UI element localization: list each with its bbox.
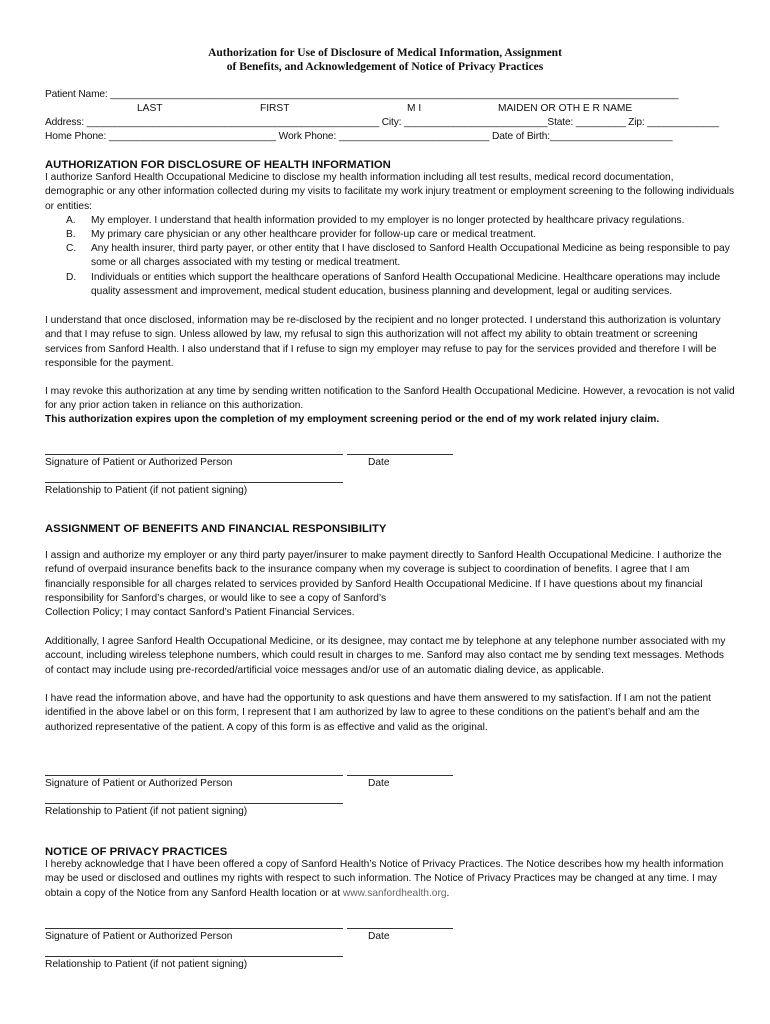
relationship-line[interactable]	[45, 956, 343, 957]
authorization-heading: AUTHORIZATION FOR DISCLOSURE OF HEALTH INFORMATION	[45, 159, 391, 171]
signature-label: Signature of Patient or Authorized Person	[45, 931, 233, 942]
assignment-paragraph-1-end: Collection Policy; I may contact Sanford’s Patient Financial Services.	[45, 607, 355, 618]
column-mi-label: M I	[407, 103, 422, 114]
date-label: Date	[368, 778, 390, 789]
assignment-paragraph-1: I assign and authorize my employer or any third party payer/insurer to make payment directly to Sanford Health Occupational Medicine. I authorize the refund of overpaid insurance benefits back to the insurance company when my coverage is subject to coordination of benefits. I agree that I am financially responsible for all charges related to services provided by Sanford Health Occupational Medicine. If I have questions about my financial responsibility for Sanford’s charges, or would like to see a copy of Sanford’s	[45, 550, 722, 605]
assignment-heading: ASSIGNMENT OF BENEFITS AND FINANCIAL RESPONSIBILITY	[45, 523, 387, 535]
assignment-paragraph-3: I have read the information above, and have had the opportunity to ask questions and have them answered to my satisfaction. If I am not the patient identified in the above label or on this form, I represent that I am authorized by law to agree to these conditions on the patient’s behalf and am the authorized representative of the patient. A copy of this form is as effective and valid as the original.	[45, 693, 711, 733]
list-item	[66, 242, 736, 271]
patient-name-field[interactable]: Patient Name: _______________________________________________________________________________________________________	[45, 89, 679, 100]
date-line[interactable]	[347, 454, 453, 455]
list-item	[66, 228, 736, 242]
list-text: My primary care physician or any other healthcare provider for follow-up care or medical treatment.	[91, 229, 537, 240]
privacy-paragraph-end: .	[446, 887, 450, 899]
column-maiden-label: MAIDEN OR OTH E R NAME	[498, 103, 633, 114]
date-line[interactable]	[347, 775, 453, 776]
date-label: Date	[368, 931, 390, 942]
list-item	[66, 214, 736, 228]
date-line[interactable]	[347, 928, 453, 929]
relationship-label: Relationship to Patient (if not patient signing)	[45, 806, 248, 817]
authorization-paragraph-3: I may revoke this authorization at any time by sending written notification to the Sanford Health Occupational Medicine. However, a revocation is not valid for any prior action taken in reliance on this authorization.	[45, 386, 735, 412]
privacy-paragraph	[45, 858, 735, 901]
column-first-label: FIRST	[260, 103, 290, 114]
list-text: Any health insurer, third party payer, or other entity that I have disclosed to Sanford Health Occupational Medicine as being responsible to pay some or all charges associated with my testing or medical treatment.	[91, 243, 730, 269]
phone-field[interactable]: Home Phone: ______________________________ Work Phone: ___________________________ Date of Birth:______________________	[45, 131, 673, 142]
signature-line[interactable]	[45, 454, 343, 455]
address-field[interactable]: Address: _____________________________________________________ City: __________________________State: _________ Zip: _____________	[45, 117, 719, 128]
list-text: My employer. I understand that health information provided to my employer is no longer protected by healthcare privacy regulations.	[91, 215, 685, 226]
relationship-label: Relationship to Patient (if not patient signing)	[45, 485, 248, 496]
column-last-label: LAST	[137, 103, 163, 114]
privacy-paragraph-text: I hereby acknowledge that I have been offered a copy of Sanford Health’s Notice of Privacy Practices. The Notice describes how my health information may be used or disclosed and outlines my rights with respect to such information. The Notice of Privacy Practices may be changed at any time. I may obtain a copy of the Notice from any Sanford Health location or at	[45, 859, 724, 899]
authorization-paragraph-2: I understand that once disclosed, information may be re-disclosed by the recipient and no longer protected. I understand this authorization is voluntary and that I may refuse to sign. Unless allowed by law, my refusal to sign this authorization will not affect my ability to obtain treatment or screening services from Sanford Health. I also understand that if I refuse to sign my employer may refuse to pay for the services provided and therefore I will be responsible for the payment.	[45, 315, 721, 370]
authorization-expiry-notice: This authorization expires upon the completion of my employment screening period or the end of my work related injury claim.	[45, 414, 660, 425]
privacy-heading: NOTICE OF PRIVACY PRACTICES	[45, 846, 228, 858]
relationship-label: Relationship to Patient (if not patient signing)	[45, 959, 248, 970]
signature-line[interactable]	[45, 775, 343, 776]
list-marker: B.	[66, 229, 76, 240]
form-title-line-1: Authorization for Use of Disclosure of Medical Information, Assignment	[208, 47, 562, 59]
signature-label: Signature of Patient or Authorized Person	[45, 457, 233, 468]
list-marker: A.	[66, 215, 76, 226]
relationship-line[interactable]	[45, 803, 343, 804]
authorization-intro: I authorize Sanford Health Occupational Medicine to disclose my health information including all test results, medical record documentation, demographic or any other information collected during my visits to facilitate my work injury treatment or employment screening to the following individuals or entities:	[45, 172, 735, 212]
assignment-paragraph-2: Additionally, I agree Sanford Health Occupational Medicine, or its designee, may contact me by telephone at any telephone number associated with my account, including wireless telephone numbers, which could result in charges to me. Sanford may also contact me by sending text messages. Methods of contact may include using pre-recorded/artificial voice messages and/or use of an automatic dialing device, as applicable.	[45, 636, 726, 676]
form-title-line-2: of Benefits, and Acknowledgement of Notice of Privacy Practices	[226, 61, 544, 73]
signature-line[interactable]	[45, 928, 343, 929]
signature-label: Signature of Patient or Authorized Person	[45, 778, 233, 789]
relationship-line[interactable]	[45, 482, 343, 483]
date-label: Date	[368, 457, 390, 468]
list-marker: D.	[66, 272, 77, 283]
sanford-website-link[interactable]: www.sanfordhealth.org	[342, 887, 447, 899]
list-marker: C.	[66, 243, 77, 254]
list-item	[66, 271, 736, 300]
list-text: Individuals or entities which support the healthcare operations of Sanford Health Occupational Medicine. Healthcare operations may include quality assessment and improvement, medical student education, business planning and development, legal or auditing services.	[91, 272, 721, 298]
